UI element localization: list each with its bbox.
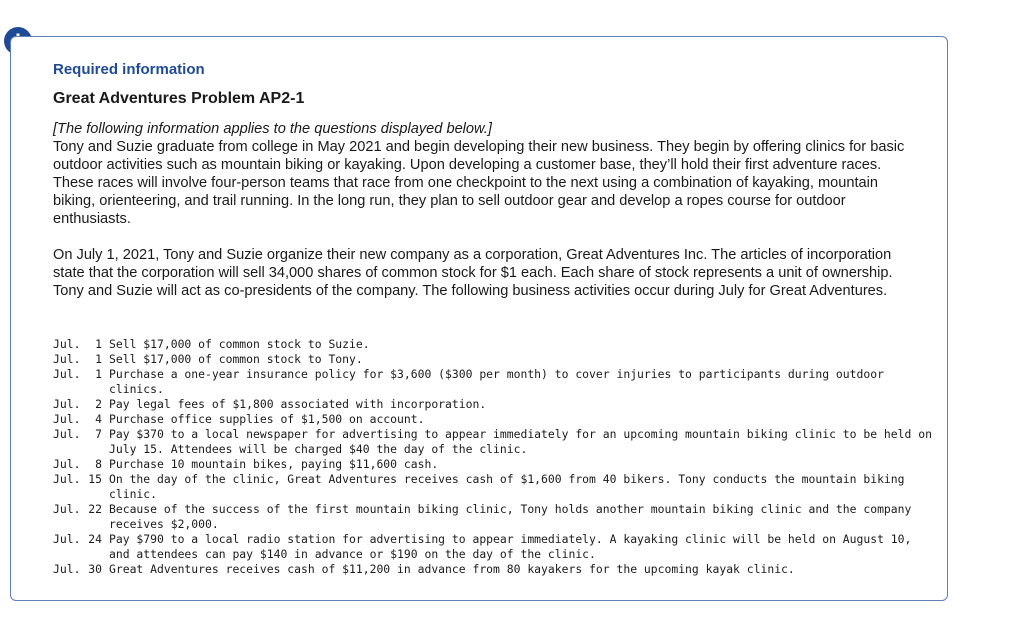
transaction-row bbox=[53, 427, 933, 457]
transaction-month: Jul. bbox=[53, 562, 81, 576]
transaction-row bbox=[53, 472, 933, 502]
transaction-month: Jul. bbox=[53, 457, 81, 471]
transaction-day: 1 bbox=[95, 352, 102, 366]
transaction-month: Jul. bbox=[53, 427, 81, 441]
transaction-text: Pay $790 to a local radio station for advertising to appear immediately. A kayaking clinic will be held on August 10, and attendees can pay $140 in advance or $190 on the day of the clinic. bbox=[109, 532, 912, 561]
transaction-month: Jul. bbox=[53, 412, 81, 426]
transaction-month: Jul. bbox=[53, 502, 81, 516]
transaction-month: Jul. bbox=[53, 337, 81, 351]
transaction-month: Jul. bbox=[53, 367, 81, 381]
transaction-day: 15 bbox=[88, 472, 102, 486]
transaction-day: 1 bbox=[95, 337, 102, 351]
transaction-day: 4 bbox=[95, 412, 102, 426]
transaction-month: Jul. bbox=[53, 352, 81, 366]
intro-note: [The following information applies to the questions displayed below.] bbox=[53, 121, 492, 137]
transaction-text: On the day of the clinic, Great Adventures receives cash of $1,600 from 40 bikers. Tony conducts the mountain biking clinic. bbox=[109, 472, 905, 501]
transaction-row bbox=[53, 457, 933, 472]
transaction-month: Jul. bbox=[53, 472, 81, 486]
transaction-row bbox=[53, 352, 933, 367]
transaction-row bbox=[53, 397, 933, 412]
transaction-text: Pay $370 to a local newspaper for advertising to appear immediately for an upcoming mountain biking clinic to be held on July 15. Attendees will be charged $40 the day of the clinic. bbox=[109, 427, 932, 456]
transaction-text: Purchase 10 mountain bikes, paying $11,600 cash. bbox=[109, 457, 439, 471]
transaction-row bbox=[53, 412, 933, 427]
transaction-month: Jul. bbox=[53, 397, 81, 411]
company-paragraph: On July 1, 2021, Tony and Suzie organize their new company as a corporation, Great Adventures Inc. The articles of incorporation state that the corporation will sell 34,000 shares of common stock for $1 each. Each share of stock represents a unit of ownership. Tony and Suzie will act as co-presidents of the company. The following business activities occur during July for Great Adventures. bbox=[53, 247, 893, 299]
transaction-row bbox=[53, 562, 933, 577]
transaction-text: Because of the success of the first mountain biking clinic, Tony holds another mountain biking clinic and the company receives $2,000. bbox=[109, 502, 912, 531]
transaction-day: 30 bbox=[88, 562, 102, 576]
transaction-day: 24 bbox=[88, 532, 102, 546]
intro-paragraph bbox=[53, 120, 913, 228]
transaction-day: 22 bbox=[88, 502, 102, 516]
transaction-list bbox=[53, 337, 933, 577]
required-information-label: Required information bbox=[53, 61, 205, 78]
transaction-text: Sell $17,000 of common stock to Suzie. bbox=[109, 337, 370, 351]
transaction-day: 1 bbox=[95, 367, 102, 381]
transaction-text: Purchase a one-year insurance policy for $3,600 ($300 per month) to cover injuries to participants during outdoor clinics. bbox=[109, 367, 884, 396]
problem-title: Great Adventures Problem AP2-1 bbox=[53, 90, 305, 107]
transaction-row bbox=[53, 367, 933, 397]
transaction-text: Sell $17,000 of common stock to Tony. bbox=[109, 352, 363, 366]
transaction-text: Great Adventures receives cash of $11,200 in advance from 80 kayakers for the upcoming kayak clinic. bbox=[109, 562, 795, 576]
required-information-card bbox=[10, 36, 948, 601]
transaction-row bbox=[53, 337, 933, 352]
intro-text: Tony and Suzie graduate from college in May 2021 and begin developing their new business. They begin by offering clinics for basic outdoor activities such as mountain biking or kayaking. Upon developing a customer base, they’ll hold their first adventure races. These races will involve four-person teams that race from one checkpoint to the next using a combination of kayaking, mountain biking, orienteering, and trail running. In the long run, they plan to sell outdoor gear and develop a ropes course for outdoor enthusiasts. bbox=[53, 139, 905, 227]
transaction-day: 7 bbox=[95, 427, 102, 441]
transaction-day: 2 bbox=[95, 397, 102, 411]
transaction-text: Purchase office supplies of $1,500 on account. bbox=[109, 412, 425, 426]
transaction-day: 8 bbox=[95, 457, 102, 471]
transaction-text: Pay legal fees of $1,800 associated with incorporation. bbox=[109, 397, 487, 411]
transaction-month: Jul. bbox=[53, 532, 81, 546]
transaction-row bbox=[53, 502, 933, 532]
transaction-row bbox=[53, 532, 933, 562]
